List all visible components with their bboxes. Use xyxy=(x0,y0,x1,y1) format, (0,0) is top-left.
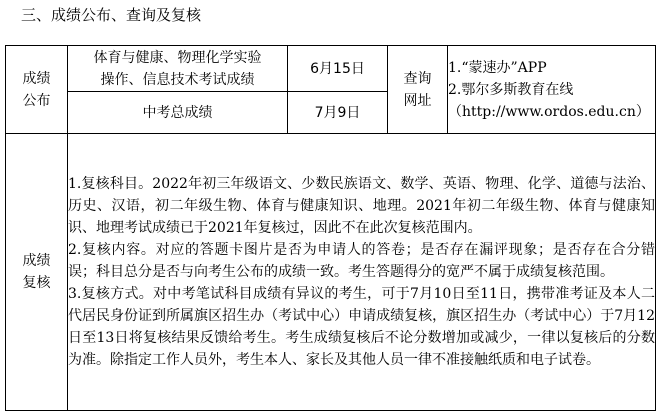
review-label-cell xyxy=(6,134,68,411)
query-label-cell xyxy=(388,46,448,134)
publish-label-line-1: 成绩 xyxy=(22,70,51,87)
channel-website-url[interactable]: （http://www.ordos.edu.cn） xyxy=(448,103,650,120)
review-content-cell xyxy=(68,134,656,411)
channel-website-name: 2.鄂尔多斯教育在线 xyxy=(448,81,574,98)
channel-app: 1.“蒙速办”APP xyxy=(448,59,547,76)
publish-label-cell xyxy=(6,46,68,134)
results-table xyxy=(5,45,656,411)
query-channels-cell xyxy=(448,46,656,134)
query-label-line-1: 查询 xyxy=(403,70,432,87)
exam-name-line-1: 中考总成绩 xyxy=(142,104,213,121)
section-heading: 三、成绩公布、查询及复核 xyxy=(21,6,202,24)
exam-date-cell: 7月9日 xyxy=(288,92,388,134)
review-paragraph-subjects: 1.复核科目。2022年初三年级语文、少数民族语文、数学、英语、物理、化学、道德与法治、历史、汉语，初二年级生物、体育与健康知识、地理。2021年初二年级生物、体育与健康知识、地理考试成绩已于2021年复核过，因此不在此次复核范围内。 xyxy=(68,176,655,236)
exam-name-cell xyxy=(68,92,288,134)
exam-name-cell xyxy=(68,46,288,92)
publish-label-line-2: 公布 xyxy=(22,92,51,109)
review-label-line-1: 成绩 xyxy=(22,253,51,269)
exam-name-line-2: 操作、信息技术考试成绩 xyxy=(100,71,255,88)
review-paragraph-content: 2.复核内容。对应的答题卡图片是否为申请人的答卷；是否存在漏评现象；是否存在合分错误；科目总分是否与向考生公布的成绩一致。考生答题得分的宽严不属于成绩复核范围。 xyxy=(68,242,655,280)
review-label-line-2: 复核 xyxy=(22,275,51,291)
query-label-line-2: 网址 xyxy=(403,92,432,109)
exam-date-cell: 6月15日 xyxy=(288,46,388,92)
exam-name-line-1: 体育与健康、物理化学实验 xyxy=(93,49,262,66)
review-paragraph-method: 3.复核方式。对中考笔试科目成绩有异议的考生，可于7月10日至11日，携带准考证及本人二代居民身份证到所属旗区招生办（考试中心）申请成绩复核，旗区招生办（考试中心）于7月12日至13日将复核结果反馈给考生。考生成绩复核后不论分数增加或减少，一律以复核后的分数为准。除指定工作人员外，考生本人、家长及其他人员一律不准接触纸质和电子试卷。 xyxy=(68,286,655,368)
